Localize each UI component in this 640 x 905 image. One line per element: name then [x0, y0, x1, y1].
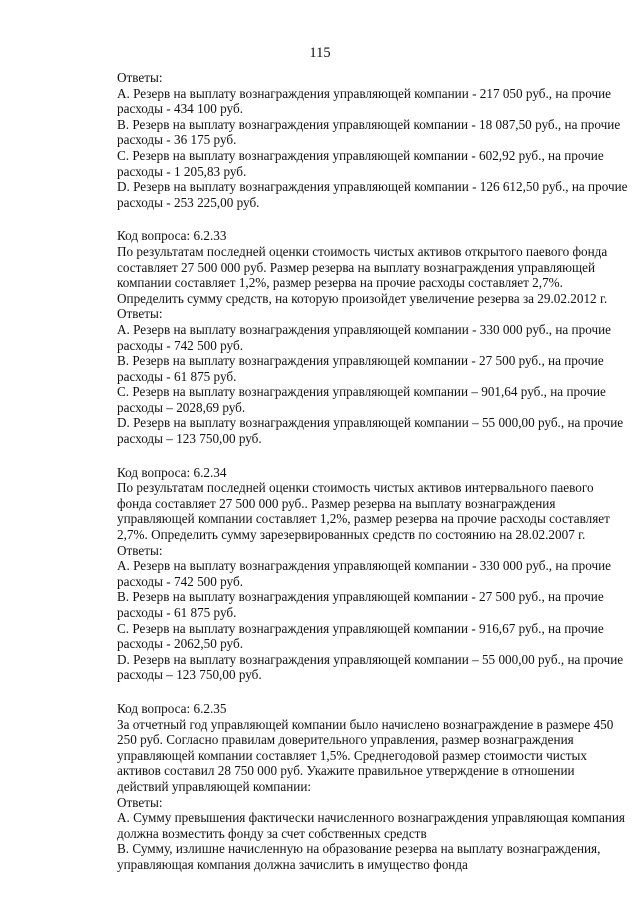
text-line: Код вопроса: 6.2.33 [117, 228, 227, 244]
text-line: Код вопроса: 6.2.34 [117, 464, 227, 480]
text-line: компании составляет 1,2%, размер резерва на прочие расходы составляет 2,7%. [117, 275, 563, 291]
text-line: 2,7%. Определить сумму зарезервированных средств по состоянию на 28.02.2007 г. [117, 527, 586, 543]
text-line: расходы - 2062,50 руб. [117, 636, 243, 652]
question-block [117, 228, 632, 446]
text-line: составляет 27 500 000 руб. Размер резерва на выплату вознаграждения управляющей [117, 259, 596, 275]
text-line: C. Резерв на выплату вознаграждения управляющей компании – 901,64 руб., на прочие [117, 384, 606, 400]
text-line: D. Резерв на выплату вознаграждения управляющей компании - 126 612,50 руб., на прочие [117, 179, 628, 195]
question-block [117, 701, 632, 873]
text-line: Определить сумму средств, на которую произойдет увеличение резерва за 29.02.2012 г. [117, 290, 608, 306]
text-line: активов составил 28 750 000 руб. Укажите правильное утверждение в отношении [117, 763, 575, 779]
text-line: D. Резерв на выплату вознаграждения управляющей компании – 55 000,00 руб., на прочие [117, 651, 624, 667]
text-line: расходы – 123 750,00 руб. [117, 667, 262, 683]
text-line: B. Резерв на выплату вознаграждения управляющей компании - 18 087,50 руб., на прочие [117, 116, 621, 132]
text-line: Код вопроса: 6.2.35 [117, 700, 227, 716]
text-line: расходы - 742 500 руб. [117, 573, 243, 589]
text-line: расходы - 742 500 руб. [117, 337, 243, 353]
text-line: расходы - 61 875 руб. [117, 605, 237, 620]
text-line: расходы - 61 875 руб. [117, 368, 237, 384]
text-line: По результатам последней оценки стоимость чистых активов интервального паевого [117, 480, 594, 496]
text-line: 250 руб. Согласно правилам доверительного управления, размер вознаграждения [117, 732, 574, 748]
text-line: A. Резерв на выплату вознаграждения управляющей компании - 217 050 руб., на прочие [117, 85, 612, 101]
text-line: По результатам последней оценки стоимость чистых активов открытого паевого фонда [117, 243, 608, 259]
question-block [117, 465, 632, 683]
page-number: 115 [309, 45, 331, 61]
text-line: Ответы: [117, 306, 163, 322]
text-line: фонда составляет 27 500 000 руб.. Размер резерва на выплату вознаграждения [117, 495, 556, 511]
text-line: Ответы: [117, 70, 163, 85]
text-line: C. Резерв на выплату вознаграждения управляющей компании - 916,67 руб., на прочие [117, 620, 604, 636]
text-line: управляющей компании составляет 1,5%. Среднегодовой размер стоимости чистых [117, 747, 587, 763]
question-block [117, 70, 632, 210]
text-line: должна возместить фонду за счет собственных средств [117, 825, 427, 841]
text-line: расходы – 2028,69 руб. [117, 399, 246, 415]
text-line: расходы - 434 100 руб. [117, 101, 243, 117]
text-line: D. Резерв на выплату вознаграждения управляющей компании – 55 000,00 руб., на прочие [117, 415, 624, 431]
text-line: B. Резерв на выплату вознаграждения управляющей компании - 27 500 руб., на прочие [117, 589, 604, 605]
text-line: B. Резерв на выплату вознаграждения управляющей компании - 27 500 руб., на прочие [117, 353, 604, 369]
text-line: За отчетный год управляющей компании было начислено вознаграждение в размере 450 [117, 716, 614, 732]
text-line: расходы - 36 175 руб. [117, 132, 237, 148]
text-line: C. Резерв на выплату вознаграждения управляющей компании - 602,92 руб., на прочие [117, 147, 604, 163]
page-content [117, 70, 632, 873]
block-separator [117, 683, 632, 701]
text-line: B. Сумму, излишне начисленную на образование резерва на выплату вознаграждения, [117, 841, 601, 857]
text-line: расходы - 253 225,00 руб. [117, 194, 260, 210]
text-line: управляющей компании составляет 1,2%, размер резерва на прочие расходы составляет [117, 511, 610, 527]
text-line: действий управляющей компании: [117, 778, 312, 794]
text-line: расходы - 1 205,83 руб. [117, 163, 247, 179]
text-line: Ответы: [117, 794, 163, 810]
text-line: A. Сумму превышения фактически начисленного вознаграждения управляющая компания [117, 810, 625, 826]
text-line: A. Резерв на выплату вознаграждения управляющей компании - 330 000 руб., на прочие [117, 321, 612, 337]
text-line: A. Резерв на выплату вознаграждения управляющей компании - 330 000 руб., на прочие [117, 558, 612, 574]
text-line: расходы – 123 750,00 руб. [117, 431, 262, 447]
text-line: Ответы: [117, 542, 163, 558]
block-separator [117, 447, 632, 465]
block-separator [117, 210, 632, 228]
text-line: управляющая компания должна зачислить в имущество фонда [117, 856, 468, 872]
